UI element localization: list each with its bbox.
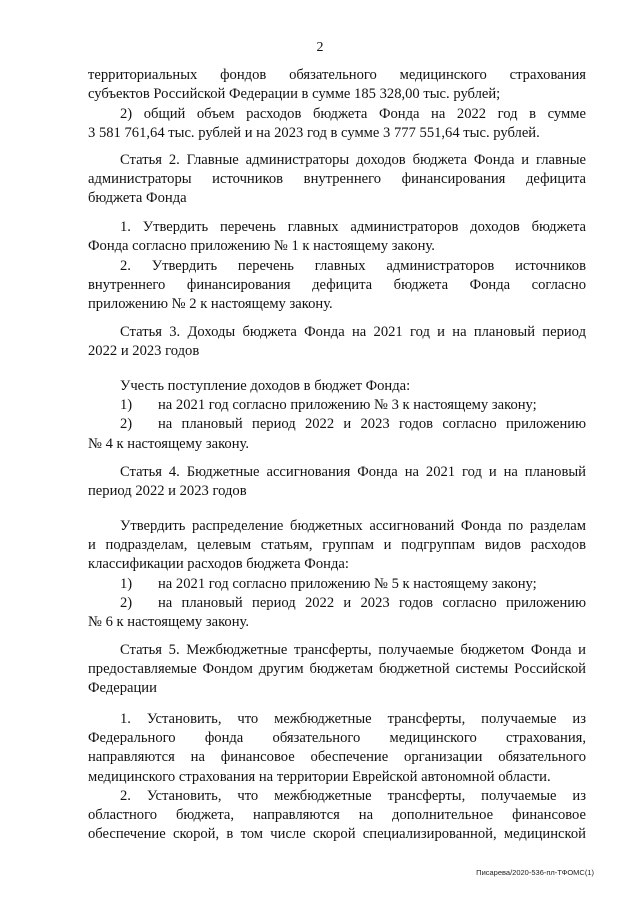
list-item xyxy=(88,594,586,613)
text-line: № 6 к настоящему закону. xyxy=(88,614,250,631)
text-line: Фонда согласно приложению № 1 к настоящему закону. xyxy=(88,238,435,255)
text-line: № 4 к настоящему закону. xyxy=(88,435,250,452)
list-number: 2) xyxy=(120,595,133,612)
item-2-paragraph xyxy=(88,105,586,143)
list-text: на плановый период 2022 и 2023 годов согласно приложению xyxy=(158,416,586,433)
article-4-list xyxy=(88,575,586,633)
article-3-heading xyxy=(88,323,586,361)
article-5-paragraph-1 xyxy=(88,710,586,787)
text-line: 1. Утвердить перечень главных администраторов доходов бюджета xyxy=(120,219,586,235)
text-line: Статья 4. Бюджетные ассигнования Фонда на 2021 год и на плановый xyxy=(120,464,586,480)
text-line: период 2022 и 2023 годов xyxy=(88,483,247,500)
text-line: Федерального фонда обязательного медицинского страхования, xyxy=(88,730,586,747)
text-line: 2. Установить, что межбюджетные трансферты, получаемые из xyxy=(120,788,586,804)
text-line: приложению № 2 к настоящему закону. xyxy=(88,296,333,313)
text-line: бюджета Фонда xyxy=(88,190,187,207)
text-line: 3 581 761,64 тыс. рублей и на 2023 год в сумме 3 777 551,64 тыс. рублей. xyxy=(88,125,540,142)
list-item xyxy=(88,415,586,434)
article-2-paragraph-2 xyxy=(88,257,586,315)
text-line: обеспечение скорой, в том числе скорой специализированной, медицинской xyxy=(88,826,586,843)
text-line: направляются на финансовое обеспечение организации обязательного xyxy=(88,749,586,766)
article-4-heading xyxy=(88,463,586,501)
list-number: 1) xyxy=(120,576,133,592)
text-line: субъектов Российской Федерации в сумме 185 328,00 тыс. рублей; xyxy=(88,86,501,103)
text-line: Учесть поступление доходов в бюджет Фонда: xyxy=(120,378,411,394)
text-line: 2. Утвердить перечень главных администраторов источников xyxy=(120,258,586,274)
text-line: Статья 2. Главные администраторы доходов бюджета Фонда и главные xyxy=(120,152,586,168)
page-number: 2 xyxy=(316,40,324,55)
list-number: 1) xyxy=(120,397,133,414)
article-3-body xyxy=(88,377,586,454)
footer-code: Писарева/2020-536-пл-ТФОМС(1) xyxy=(476,868,594,877)
article-4-lead xyxy=(88,517,586,575)
text-line: 2) общий объем расходов бюджета Фонда на 2022 год в сумме xyxy=(120,106,586,122)
text-line: Утвердить распределение бюджетных ассигнований Фонда по разделам xyxy=(120,518,586,534)
text-line: Федерации xyxy=(88,680,157,697)
text-line: медицинского страхования на территории Еврейской автономной области. xyxy=(88,768,551,785)
text-line: и подразделам, целевым статьям, группам и подгруппам видов расходов xyxy=(88,537,586,554)
text-line: территориальных фондов обязательного медицинского страхования xyxy=(88,67,586,83)
list-text: на 2021 год согласно приложению № 3 к настоящему закону; xyxy=(158,397,537,414)
list-text: на 2021 год согласно приложению № 5 к настоящему закону; xyxy=(158,576,537,592)
text-line: администраторы источников внутреннего финансирования дефицита xyxy=(88,171,586,188)
text-line: областного бюджета, направляются на дополнительное финансовое xyxy=(88,807,586,824)
article-5-heading xyxy=(88,641,586,699)
text-line: Статья 5. Межбюджетные трансферты, получаемые бюджетом Фонда и xyxy=(120,642,586,658)
text-line: Статья 3. Доходы бюджета Фонда на 2021 год и на плановый период xyxy=(120,324,586,340)
text-line: 2022 и 2023 годов xyxy=(88,343,200,360)
list-number: 2) xyxy=(120,416,133,433)
list-text: на плановый период 2022 и 2023 годов согласно приложению xyxy=(158,595,586,612)
list-item xyxy=(88,396,586,415)
article-2-heading xyxy=(88,151,586,209)
intro-paragraph xyxy=(88,66,586,104)
list-item xyxy=(88,575,586,594)
article-5-paragraph-2 xyxy=(88,787,586,845)
text-line: классификации расходов бюджета Фонда: xyxy=(88,556,349,573)
text-line: внутреннего финансирования дефицита бюджета Фонда согласно xyxy=(88,277,586,294)
article-2-paragraph-1 xyxy=(88,218,586,256)
text-line: предоставляемые Фондом другим бюджетам бюджетной системы Российской xyxy=(88,661,586,678)
text-line: 1. Установить, что межбюджетные трансферты, получаемые из xyxy=(120,711,586,727)
